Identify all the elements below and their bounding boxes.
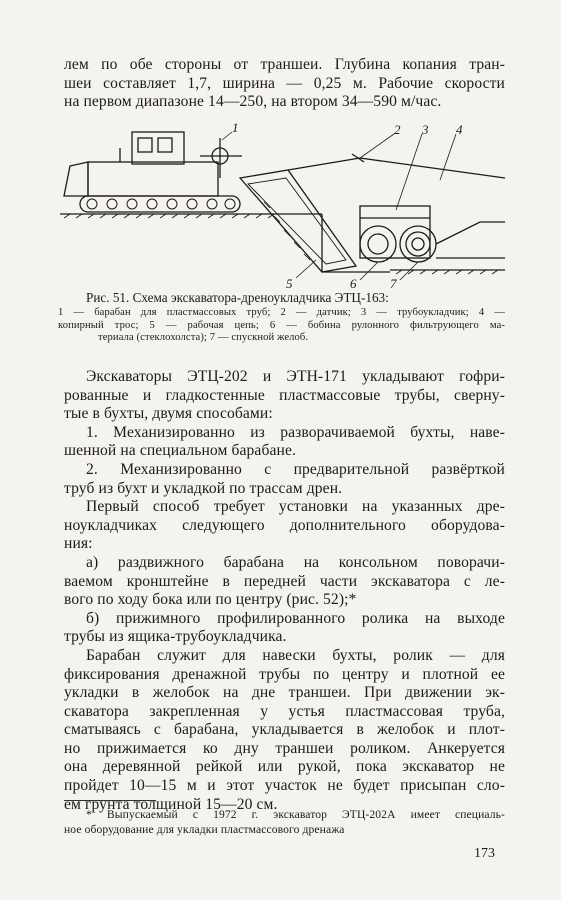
text-line: лем по обе стороны от траншеи. Глубина копания тран- [64, 56, 505, 73]
footnote-line: * Выпускаемый с 1972 г. экскаватор ЭТЦ-202А имеет специаль- [86, 808, 505, 821]
text-line: шенной на специальном барабане. [64, 442, 296, 460]
footnote [64, 808, 505, 838]
text-line: вого по ходу бока или по центру (рис. 52);* [64, 591, 357, 609]
figure-legend [58, 307, 505, 345]
text-line: ваемом кронштейне в передней части экскаватора с ле- [64, 572, 505, 590]
text-line: шеи составляет 1,7, ширина — 0,25 м. Рабочие скорости [64, 74, 505, 92]
legend-line: копирный трос; 5 — рабочая цепь; 6 — бобина рулонного фильтрующего ма- [58, 319, 505, 331]
callout-4: 4 [456, 122, 463, 137]
text-line: Барабан служит для навески бухты, ролик — для [86, 646, 505, 664]
text-line: б) прижимного профилированного ролика на выходе [86, 609, 505, 627]
text-line: пройдет 10—15 м и этот участок не будет присыпан сло- [64, 777, 505, 795]
text-line: трубы из ящика-трубоукладчика. [64, 628, 287, 646]
excavator-figure [60, 118, 505, 288]
text-line: она деревянной рейкой или рукой, пока экскаватор не [64, 758, 505, 776]
text-line: 2. Механизированно с предварительной развёрткой [86, 460, 505, 478]
text-line: сматываясь с барабана, укладывается в желобок и плот- [64, 721, 505, 739]
legend-line: 1 — барабан для пластмассовых труб; 2 — датчик; 3 — трубоукладчик; 4 — [58, 307, 505, 318]
text-line: тые в бухты, двумя способами: [64, 405, 273, 423]
footnote-rule [64, 800, 156, 801]
text-line: на первом диапазоне 14—250, на втором 34—590 м/час. [64, 93, 442, 111]
callout-1: 1 [232, 120, 239, 135]
callout-5: 5 [286, 276, 293, 288]
figure-caption: Рис. 51. Схема экскаватора-дреноукладчика ЭТЦ-163: [86, 290, 389, 305]
body-text [64, 368, 505, 814]
callout-3: 3 [422, 122, 429, 137]
text-line: скаватора закрепленная у устья пластмассовая труба, [64, 702, 505, 720]
page-number: 173 [474, 846, 495, 861]
text-line: но прижимается ко дну траншеи роликом. Анкеруется [64, 739, 505, 757]
legend-line: териала (стеклохолста); 7 — спускной желоб. [98, 332, 309, 344]
callout-6: 6 [350, 276, 357, 288]
text-line: укладки в желобок на дне траншеи. При движении эк- [64, 684, 505, 702]
callout-2: 2 [394, 122, 401, 137]
text-line: Экскаваторы ЭТЦ-202 и ЭТН-171 укладывают гофри- [86, 368, 505, 385]
top-paragraph [64, 56, 505, 112]
text-line: труб из бухт и укладкой по трассам дрен. [64, 479, 343, 497]
text-line: а) раздвижного барабана на консольном поворачи- [86, 553, 505, 571]
footnote-line: ное оборудование для укладки пластмассового дренажа [64, 822, 345, 836]
text-line: ния: [64, 535, 93, 553]
callout-7: 7 [390, 276, 397, 288]
text-line: ноукладчиках следующего дополнительного оборудова- [64, 516, 505, 534]
text-line: рованные и гладкостенные пластмассовые трубы, сверну- [64, 386, 505, 404]
text-line: ем грунта толщиной 15—20 см. [64, 795, 278, 813]
text-line: фиксирования дренажной трубы по центру и плотной ее [64, 665, 505, 683]
text-line: 1. Механизированно из разворачиваемой бухты, наве- [86, 423, 505, 441]
text-line: Первый способ требует установки на указанных дре- [86, 498, 505, 516]
